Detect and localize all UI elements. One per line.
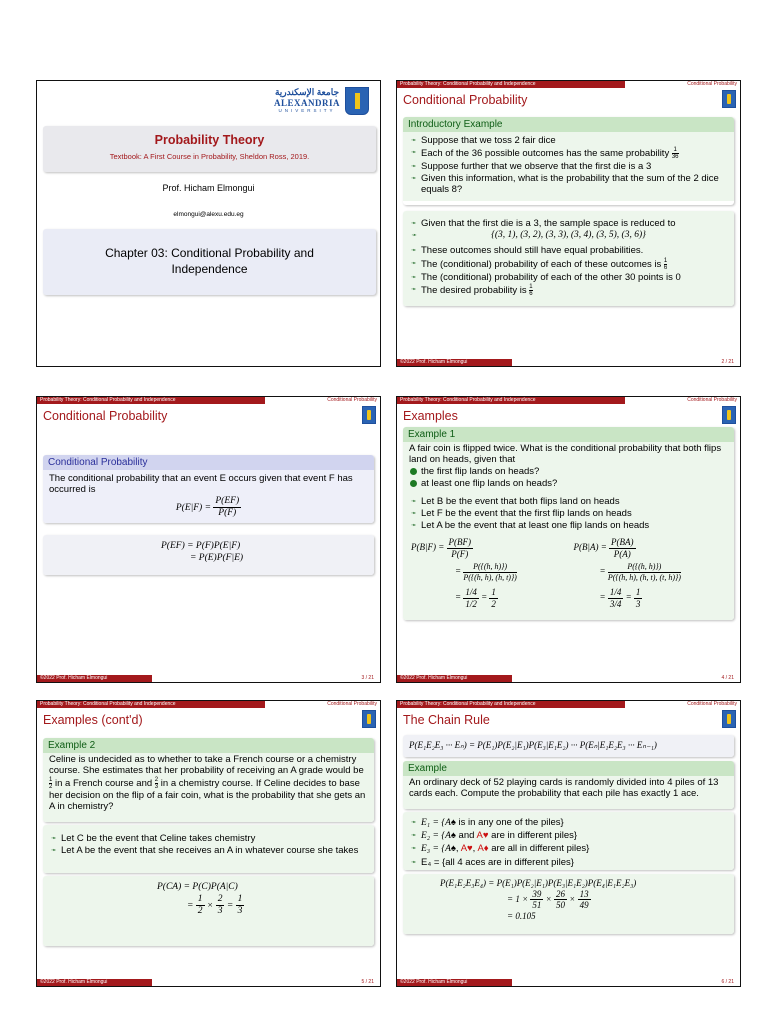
university-logo (273, 87, 373, 115)
equation-line: = P(E)P(F|E) (190, 553, 244, 564)
frame-title: Conditional Probability (403, 93, 528, 107)
solution-block (403, 211, 734, 306)
equation-line: = $\frac{1}{2}$ × $\frac{2}{3}$ = $\frac{1}{3}$ (187, 894, 243, 917)
list-item: ➛ The (conditional) probability of each of the other 30 points is 0 (409, 272, 728, 283)
slide-3 (36, 396, 381, 683)
slide-header: Probability Theory: Conditional Probability and Independence Conditional Probability (397, 397, 740, 404)
definition-text: The conditional probability that an event E occurs given that event F has occurred is (49, 472, 353, 495)
slide-2 (396, 80, 741, 367)
course-title: Probability Theory (154, 133, 265, 147)
example-block (43, 738, 374, 822)
list-item: the first flip lands on heads? (409, 466, 728, 477)
textbook: Textbook: A First Course in Probability, Sheldon Ross, 2019. (109, 151, 310, 161)
example-text: An ordinary deck of 52 playing cards is randomly divided into 4 piles of 13 cards each. Compute the probability that each pile has exactly 1 ace. (403, 776, 734, 809)
list-item: ➛ Let F be the event that the first flip lands on heads (409, 508, 728, 519)
list-item: ➛ E₄ = {all 4 aces are in different piles} (409, 857, 728, 868)
list-item: ➛ Let B be the event that both flips land on heads (409, 496, 728, 507)
author: Prof. Hicham Elmongui (162, 183, 255, 193)
slide-footer: ©2022 Prof. Hicham Elmongui 4 / 21 (397, 675, 740, 682)
slide-footer: ©2022 Prof. Hicham Elmongui 2 / 21 (397, 359, 740, 366)
chain-rule-formula: P(E₁E₂E₃ ··· Eₙ) = P(E₁)P(E₂|E₁)P(E₃|E₁E₂) ··· P(Eₙ|E₁E₂E₃ ··· Eₙ₋₁) (403, 735, 734, 757)
multiplication-rule-block (43, 535, 374, 575)
list-item: ➛ Let A be the event that at least one flip lands on heads (409, 520, 728, 531)
list-item: ➛ Each of the 36 possible outcomes has the same probability $\frac{1}{36}$ (409, 147, 728, 160)
list-item: ➛ Suppose further that we observe that the first die is a 3 (409, 161, 728, 172)
slide-header: Probability Theory: Conditional Probability and Independence Conditional Probability (397, 81, 740, 88)
events-block (403, 812, 734, 870)
slide-footer: ©2022 Prof. Hicham Elmongui 3 / 21 (37, 675, 380, 682)
frame-title: Conditional Probability (43, 409, 168, 423)
definition-block (43, 455, 374, 523)
slide-footer: ©2022 Prof. Hicham Elmongui 6 / 21 (397, 979, 740, 986)
list-item: at least one flip lands on heads? (409, 478, 728, 489)
equation-line: P(EF) = P(F)P(E|F) (161, 541, 241, 551)
list-item: ➛ Suppose that we toss 2 fair dice (409, 135, 728, 146)
block-title: Example 1 (403, 427, 734, 442)
solution-right: P(B|A) = $\frac{P(BA)}{P(A)}$ = $\frac{P(\{(h, h)\})}{P(\{(h, h), (h, t), (t, h)\})}$ = $\frac{1/4}{3/4}$ = $\frac{1}{3}$ (573, 537, 681, 609)
list-item: ➛ The (conditional) probability of each of these outcomes is $\frac{1}{6}$ (409, 258, 728, 271)
chapter-block (43, 229, 376, 295)
slide-header: Probability Theory: Conditional Probability and Independence Conditional Probability (37, 701, 380, 708)
university-logo-icon (362, 710, 376, 728)
list-item: ➛ Given that the first die is a 3, the sample space is reduced to (409, 218, 728, 229)
block-title: Conditional Probability (43, 455, 374, 470)
slide-6 (396, 700, 741, 987)
frame-title: Examples (cont'd) (43, 713, 143, 727)
example-block (403, 761, 734, 809)
list-item: ➛ These outcomes should still have equal probabilities. (409, 245, 728, 256)
slide-5 (36, 700, 381, 987)
definition-formula: P(E|F) = $\frac{P(EF)}{P(F)}$ (175, 496, 240, 519)
email: elmongui@alexu.edu.eg (173, 211, 244, 218)
example-text: A fair coin is flipped twice. What is the conditional probability that both flips land on heads, given that (409, 442, 722, 465)
sample-space: ➛ {(3, 1), (3, 2), (3, 3), (3, 4), (3, 5), (3, 6)} (409, 230, 728, 241)
slide-4 (396, 396, 741, 683)
university-sub: UNIVERSITY (278, 108, 336, 113)
list-item: ➛ Given this information, what is the probability that the sum of the 2 dice equals 8? (409, 173, 728, 195)
slide-header: Probability Theory: Conditional Probability and Independence Conditional Probability (37, 397, 380, 404)
university-logo-icon (722, 90, 736, 108)
chapter-title: Chapter 03: Conditional Probability and Independence (105, 246, 314, 276)
slide-footer: ©2022 Prof. Hicham Elmongui 5 / 21 (37, 979, 380, 986)
block-title: Example 2 (43, 738, 374, 753)
chain-rule-block (403, 735, 734, 757)
frame-title: The Chain Rule (403, 713, 490, 727)
block-title: Introductory Example (403, 117, 734, 132)
equation-line: P(CA) = P(C)P(A|C) (157, 882, 238, 892)
equation-line: P(E₁E₂E₃E₄) = P(E₁)P(E₂|E₁)P(E₃|E₁E₂)P(E₄|E₁E₂E₃) (440, 878, 637, 888)
solution-block (43, 876, 374, 946)
title-block (43, 126, 376, 172)
equation-line: = 0.105 (507, 910, 536, 921)
example-block (403, 427, 734, 620)
list-item: ➛ Let A be the event that she receives an A in whatever course she takes (49, 845, 368, 856)
block-title: Example (403, 761, 734, 776)
slide-header: Probability Theory: Conditional Probability and Independence Conditional Probability (397, 701, 740, 708)
university-logo-icon (722, 406, 736, 424)
list-item: ➛ Let C be the event that Celine takes chemistry (49, 833, 368, 844)
events-block (43, 825, 374, 873)
intro-example-block (403, 117, 734, 205)
university-name: ALEXANDRIA (273, 98, 340, 108)
equation-line: = 1 × $\frac{39}{51}$ × $\frac{26}{50}$ × $\frac{13}{49}$ (507, 888, 589, 911)
list-item: ➛ The desired probability is $\frac{1}{6}$ (409, 284, 728, 297)
example-text: Celine is undecided as to whether to take a French course or a chemistry course. She estimates that her probability of receiving an A grade would be $\frac{1}{2}$ in a French course and $\frac{2}{3}$ in a chemistry course. If Celine decides to base her decision on the flip of a fair coin, what is the probability that she gets an A in chemistry? (43, 753, 374, 822)
university-logo-icon (362, 406, 376, 424)
solution-left: P(B|F) = $\frac{P(BF)}{P(F)}$ = $\frac{P(\{(h, h)\})}{P(\{(h, h), (h, t)\})}$ = $\frac{1/4}{1/2}$ = $\frac{1}{2}$ (411, 537, 517, 609)
lighthouse-icon (345, 87, 369, 115)
university-logo-icon (722, 710, 736, 728)
list-item: ➛ E₁ = {A♠ is in any one of the piles} (409, 817, 728, 829)
university-name-arabic: جامعة الإسكندرية (274, 87, 340, 97)
solution-block (403, 874, 734, 934)
list-item: ➛ E₃ = {A♠, A♥, A♦ are all in different piles} (409, 843, 728, 855)
solution-equations (409, 535, 728, 613)
frame-title: Examples (403, 409, 458, 423)
slide-title (36, 80, 381, 367)
list-item: ➛ E₂ = {A♠ and A♥ are in different piles} (409, 830, 728, 842)
